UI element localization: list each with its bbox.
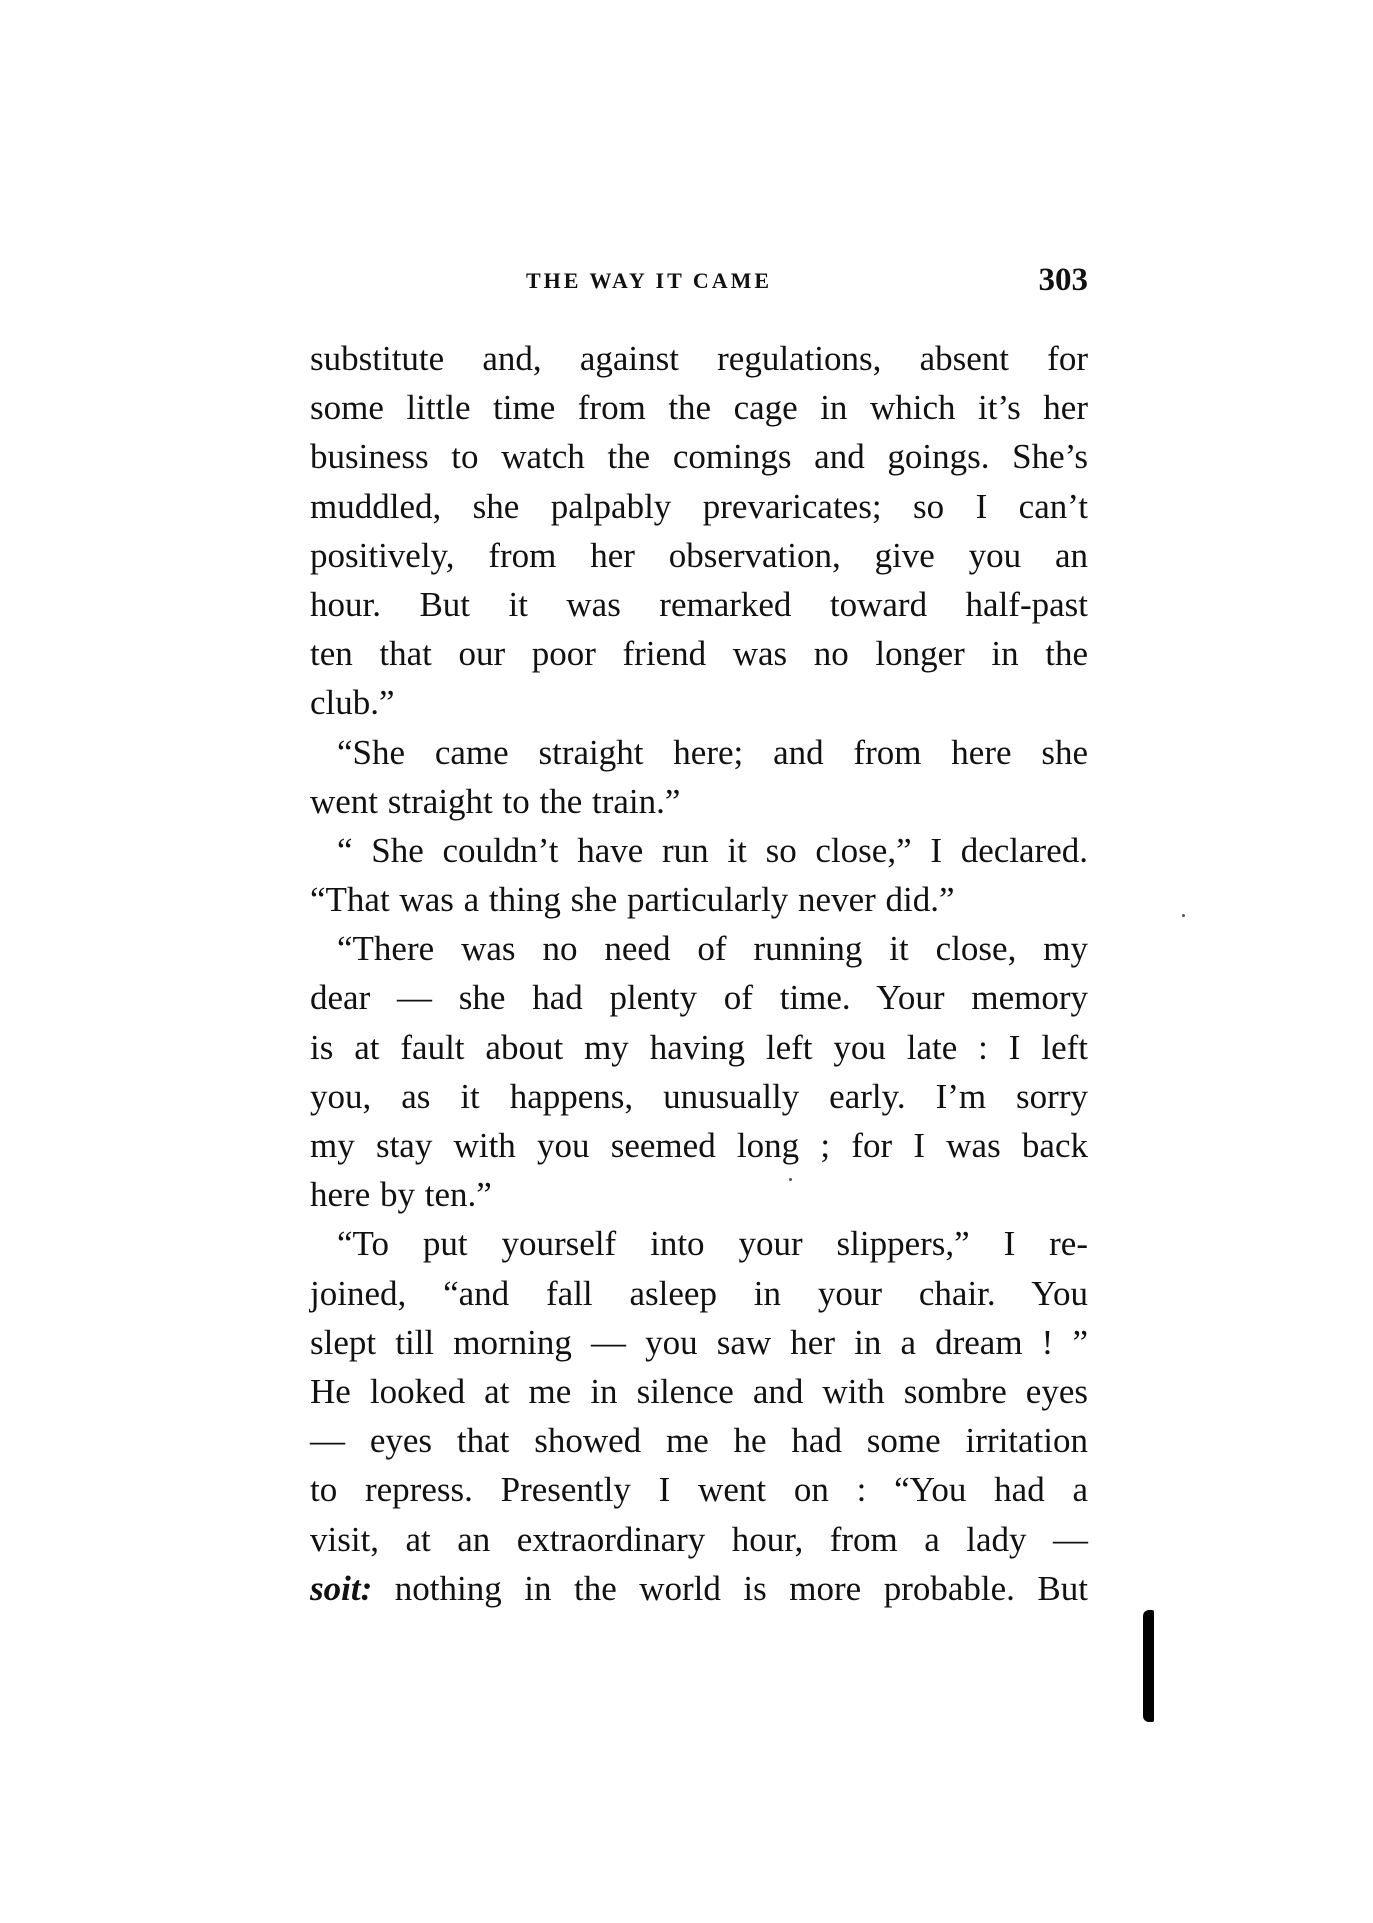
text-line <box>310 334 1088 383</box>
text-line <box>310 1564 1088 1613</box>
text-line-content: substitute and, against regulations, absent for <box>310 339 1088 378</box>
body-text <box>310 334 1088 1613</box>
text-line <box>310 1465 1088 1514</box>
text-line-content: my stay with you seemed long ; for I was back <box>310 1126 1088 1165</box>
text-line-content: positively, from her observation, give you an <box>310 535 1088 575</box>
text-line <box>310 973 1088 1022</box>
text-line <box>310 1219 1088 1268</box>
text-line-content: club.” <box>310 683 395 723</box>
text-line-content: “That was a thing she particularly never did.” <box>310 880 955 920</box>
text-line <box>310 1121 1088 1170</box>
text-line <box>310 629 1088 678</box>
text-line-content: is at fault about my having left you late : I left <box>310 1027 1088 1067</box>
text-line-content: you, as it happens, unusually early. I’m sorry <box>310 1076 1088 1116</box>
text-line <box>310 1318 1088 1367</box>
text-line <box>310 875 1088 924</box>
text-line <box>310 1515 1088 1564</box>
text-line-content: nothing in the world is more probable. But <box>394 1568 1089 1608</box>
text-line <box>310 1072 1088 1121</box>
text-line-content: muddled, she palpably prevaricates; so I can’t <box>310 486 1088 526</box>
text-line-content: slept till morning — you saw her in a dream ! ” <box>310 1322 1088 1362</box>
scan-speck <box>789 1178 792 1181</box>
text-line <box>310 531 1088 580</box>
text-line <box>310 1170 1088 1219</box>
text-line <box>310 383 1088 432</box>
text-line-content: He looked at me in silence and with sombre eyes <box>310 1371 1088 1411</box>
text-line-content: ten that our poor friend was no longer in the <box>310 634 1088 674</box>
text-line <box>310 728 1088 777</box>
text-line <box>310 1269 1088 1318</box>
scan-edge-mark <box>1143 1610 1154 1722</box>
page-number: 303 <box>1038 262 1088 298</box>
scan-speck <box>1182 914 1185 917</box>
text-line-content: went straight to the train.” <box>310 781 681 821</box>
italic-word: soit: <box>310 1568 373 1608</box>
text-line <box>310 1023 1088 1072</box>
text-line <box>310 580 1088 629</box>
text-line <box>310 432 1088 481</box>
text-line <box>310 924 1088 973</box>
text-line <box>310 482 1088 531</box>
text-line <box>310 777 1088 826</box>
text-line-content: “She came straight here; and from here she <box>337 732 1088 772</box>
text-line-content: “There was no need of running it close, my <box>337 929 1088 969</box>
text-line-content: — eyes that showed me he had some irritation <box>310 1421 1088 1461</box>
text-line-content: joined, “and fall asleep in your chair. You <box>310 1273 1088 1313</box>
running-head-title: THE WAY IT CAME <box>525 268 773 293</box>
text-line <box>310 1367 1088 1416</box>
text-line-content: visit, at an extraordinary hour, from a lady — <box>310 1519 1088 1559</box>
text-line-content: “ She couldn’t have run it so close,” I declared. <box>337 830 1088 870</box>
text-line-content: to repress. Presently I went on : “You had a <box>310 1470 1088 1510</box>
text-line <box>310 678 1088 727</box>
running-head <box>310 262 1088 302</box>
text-line <box>310 1416 1088 1465</box>
text-line-content: dear — she had plenty of time. Your memory <box>310 978 1088 1018</box>
text-line <box>310 826 1088 875</box>
text-line-content: here by ten.” <box>310 1175 492 1215</box>
text-line-content: some little time from the cage in which it’s her <box>310 388 1088 428</box>
text-line-content: “To put yourself into your slippers,” I re- <box>337 1224 1088 1264</box>
text-line-content: hour. But it was remarked toward half-past <box>310 584 1088 624</box>
text-line-content: business to watch the comings and goings. She’s <box>310 437 1088 477</box>
